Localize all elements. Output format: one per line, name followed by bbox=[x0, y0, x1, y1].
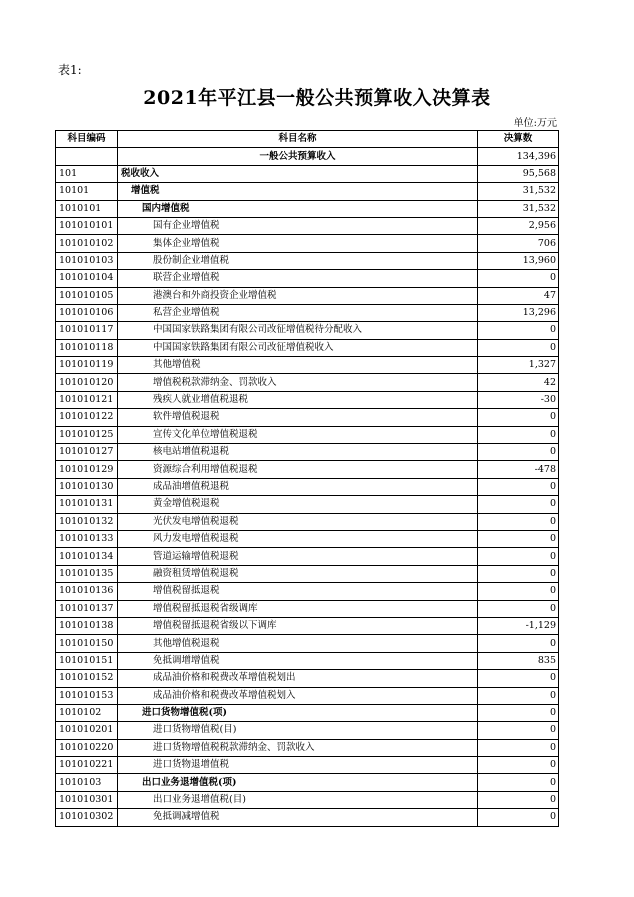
row-code: 101010150 bbox=[56, 635, 118, 652]
table-row bbox=[56, 513, 559, 530]
table-row bbox=[56, 757, 559, 774]
table-row bbox=[56, 357, 559, 374]
row-value: 31,532 bbox=[478, 200, 559, 217]
row-name: 中国国家铁路集团有限公司改征增值税收入 bbox=[118, 339, 478, 356]
row-name: 成品油价格和税费改革增值税划出 bbox=[118, 670, 478, 687]
row-name: 免抵调减增值税 bbox=[118, 809, 478, 826]
row-value: 47 bbox=[478, 287, 559, 304]
row-name: 股份制企业增值税 bbox=[118, 252, 478, 269]
row-name: 出口业务退增值税(项) bbox=[118, 774, 478, 791]
row-code: 101010136 bbox=[56, 583, 118, 600]
table-row bbox=[56, 322, 559, 339]
table-row bbox=[56, 670, 559, 687]
row-name: 融资租赁增值税退税 bbox=[118, 565, 478, 582]
row-code: 1010103 bbox=[56, 774, 118, 791]
row-value: 835 bbox=[478, 652, 559, 669]
row-name: 国内增值税 bbox=[118, 200, 478, 217]
table-row bbox=[56, 548, 559, 565]
row-name: 成品油增值税退税 bbox=[118, 478, 478, 495]
row-code: 101010151 bbox=[56, 652, 118, 669]
row-name: 进口货物退增值税 bbox=[118, 757, 478, 774]
row-value: 0 bbox=[478, 426, 559, 443]
row-value: 134,396 bbox=[478, 148, 559, 165]
row-code: 101010152 bbox=[56, 670, 118, 687]
row-value: 0 bbox=[478, 339, 559, 356]
row-value: 95,568 bbox=[478, 165, 559, 182]
row-code: 101010138 bbox=[56, 617, 118, 634]
row-value: 42 bbox=[478, 374, 559, 391]
unit-label: 单位:万元 bbox=[513, 118, 557, 129]
row-code: 101010101 bbox=[56, 217, 118, 234]
row-name: 其他增值税 bbox=[118, 357, 478, 374]
row-code: 101010103 bbox=[56, 252, 118, 269]
row-code: 101010130 bbox=[56, 478, 118, 495]
row-code: 101010132 bbox=[56, 513, 118, 530]
row-value: 0 bbox=[478, 565, 559, 582]
table-row bbox=[56, 600, 559, 617]
page-title: 2021年平江县一般公共预算收入决算表 bbox=[143, 87, 491, 109]
row-code: 101010302 bbox=[56, 809, 118, 826]
row-value: 0 bbox=[478, 270, 559, 287]
row-code: 101010120 bbox=[56, 374, 118, 391]
row-code: 101010127 bbox=[56, 444, 118, 461]
row-value: 0 bbox=[478, 791, 559, 808]
row-name: 增值税留抵退税省级调库 bbox=[118, 600, 478, 617]
table-row bbox=[56, 774, 559, 791]
row-name: 国有企业增值税 bbox=[118, 217, 478, 234]
row-value: 0 bbox=[478, 687, 559, 704]
row-name: 增值税留抵退税省级以下调库 bbox=[118, 617, 478, 634]
row-value: 0 bbox=[478, 704, 559, 721]
table-row bbox=[56, 530, 559, 547]
row-name: 资源综合利用增值税退税 bbox=[118, 461, 478, 478]
table-row bbox=[56, 461, 559, 478]
row-value: 0 bbox=[478, 530, 559, 547]
row-value: 0 bbox=[478, 757, 559, 774]
row-value: -1,129 bbox=[478, 617, 559, 634]
row-code: 101010133 bbox=[56, 530, 118, 547]
row-value: 0 bbox=[478, 600, 559, 617]
row-value: 0 bbox=[478, 809, 559, 826]
row-value: 13,960 bbox=[478, 252, 559, 269]
row-code: 101010129 bbox=[56, 461, 118, 478]
row-name: 增值税税款滞纳金、罚款收入 bbox=[118, 374, 478, 391]
row-code: 101010117 bbox=[56, 322, 118, 339]
row-value: 0 bbox=[478, 774, 559, 791]
table-row bbox=[56, 270, 559, 287]
row-name: 增值税留抵退税 bbox=[118, 583, 478, 600]
row-code: 10101 bbox=[56, 183, 118, 200]
row-name: 出口业务退增值税(目) bbox=[118, 791, 478, 808]
table-row bbox=[56, 687, 559, 704]
row-value: 0 bbox=[478, 513, 559, 530]
table-row bbox=[56, 183, 559, 200]
row-code: 101010102 bbox=[56, 235, 118, 252]
row-name: 黄金增值税退税 bbox=[118, 496, 478, 513]
table-row bbox=[56, 339, 559, 356]
column-header-value: 决算数 bbox=[478, 131, 559, 148]
row-value: 0 bbox=[478, 496, 559, 513]
row-value: 0 bbox=[478, 670, 559, 687]
table-row bbox=[56, 583, 559, 600]
row-value: -478 bbox=[478, 461, 559, 478]
table-row bbox=[56, 722, 559, 739]
row-name: 进口货物增值税(目) bbox=[118, 722, 478, 739]
row-name: 核电站增值税退税 bbox=[118, 444, 478, 461]
row-value: 0 bbox=[478, 409, 559, 426]
row-code: 101010301 bbox=[56, 791, 118, 808]
row-code: 101010104 bbox=[56, 270, 118, 287]
table-row bbox=[56, 252, 559, 269]
table-row bbox=[56, 617, 559, 634]
row-value: -30 bbox=[478, 391, 559, 408]
row-code: 101010220 bbox=[56, 739, 118, 756]
row-name: 港澳台和外商投资企业增值税 bbox=[118, 287, 478, 304]
table-row bbox=[56, 809, 559, 826]
row-value: 0 bbox=[478, 583, 559, 600]
row-code bbox=[56, 148, 118, 165]
row-name: 免抵调增增值税 bbox=[118, 652, 478, 669]
table-row bbox=[56, 391, 559, 408]
row-name: 增值税 bbox=[118, 183, 478, 200]
table-row bbox=[56, 148, 559, 165]
row-value: 0 bbox=[478, 635, 559, 652]
row-code: 101010119 bbox=[56, 357, 118, 374]
table-row bbox=[56, 235, 559, 252]
table-row bbox=[56, 496, 559, 513]
row-value: 0 bbox=[478, 739, 559, 756]
row-value: 13,296 bbox=[478, 304, 559, 321]
row-name: 税收收入 bbox=[118, 165, 478, 182]
table-row bbox=[56, 791, 559, 808]
row-value: 31,532 bbox=[478, 183, 559, 200]
row-code: 1010101 bbox=[56, 200, 118, 217]
row-code: 101010135 bbox=[56, 565, 118, 582]
row-code: 101010221 bbox=[56, 757, 118, 774]
row-name: 一般公共预算收入 bbox=[118, 148, 478, 165]
row-value: 0 bbox=[478, 722, 559, 739]
table-row bbox=[56, 374, 559, 391]
table-header-row bbox=[56, 131, 559, 148]
row-value: 0 bbox=[478, 322, 559, 339]
row-name: 私营企业增值税 bbox=[118, 304, 478, 321]
row-name: 成品油价格和税费改革增值税划入 bbox=[118, 687, 478, 704]
table-row bbox=[56, 704, 559, 721]
row-name: 软件增值税退税 bbox=[118, 409, 478, 426]
row-code: 101010121 bbox=[56, 391, 118, 408]
row-name: 进口货物增值税(项) bbox=[118, 704, 478, 721]
row-value: 0 bbox=[478, 548, 559, 565]
row-value: 1,327 bbox=[478, 357, 559, 374]
table-row bbox=[56, 165, 559, 182]
row-code: 101010106 bbox=[56, 304, 118, 321]
table-row bbox=[56, 409, 559, 426]
table-row bbox=[56, 287, 559, 304]
row-name: 宣传文化单位增值税退税 bbox=[118, 426, 478, 443]
budget-table bbox=[55, 130, 559, 827]
row-value: 0 bbox=[478, 478, 559, 495]
row-name: 光伏发电增值税退税 bbox=[118, 513, 478, 530]
row-code: 1010102 bbox=[56, 704, 118, 721]
row-code: 101010125 bbox=[56, 426, 118, 443]
table-row bbox=[56, 304, 559, 321]
row-code: 101010122 bbox=[56, 409, 118, 426]
row-name: 中国国家铁路集团有限公司改征增值税待分配收入 bbox=[118, 322, 478, 339]
row-code: 101010153 bbox=[56, 687, 118, 704]
row-name: 其他增值税退税 bbox=[118, 635, 478, 652]
row-code: 101010201 bbox=[56, 722, 118, 739]
table-row bbox=[56, 200, 559, 217]
row-code: 101010131 bbox=[56, 496, 118, 513]
row-name: 残疾人就业增值税退税 bbox=[118, 391, 478, 408]
table-row bbox=[56, 217, 559, 234]
row-code: 101010137 bbox=[56, 600, 118, 617]
row-name: 联营企业增值税 bbox=[118, 270, 478, 287]
column-header-name: 科目名称 bbox=[118, 131, 478, 148]
row-name: 管道运输增值税退税 bbox=[118, 548, 478, 565]
row-value: 706 bbox=[478, 235, 559, 252]
row-code: 101010105 bbox=[56, 287, 118, 304]
table-row bbox=[56, 478, 559, 495]
table-row bbox=[56, 444, 559, 461]
row-name: 进口货物增值税税款滞纳金、罚款收入 bbox=[118, 739, 478, 756]
row-code: 101010134 bbox=[56, 548, 118, 565]
row-name: 集体企业增值税 bbox=[118, 235, 478, 252]
table-row bbox=[56, 652, 559, 669]
row-code: 101010118 bbox=[56, 339, 118, 356]
row-value: 0 bbox=[478, 444, 559, 461]
table-row bbox=[56, 635, 559, 652]
column-header-code: 科目编码 bbox=[56, 131, 118, 148]
table-row bbox=[56, 426, 559, 443]
table-row bbox=[56, 739, 559, 756]
sheet-label: 表1: bbox=[58, 63, 82, 77]
row-name: 风力发电增值税退税 bbox=[118, 530, 478, 547]
row-value: 2,956 bbox=[478, 217, 559, 234]
table-body bbox=[56, 148, 559, 826]
row-code: 101 bbox=[56, 165, 118, 182]
table-row bbox=[56, 565, 559, 582]
